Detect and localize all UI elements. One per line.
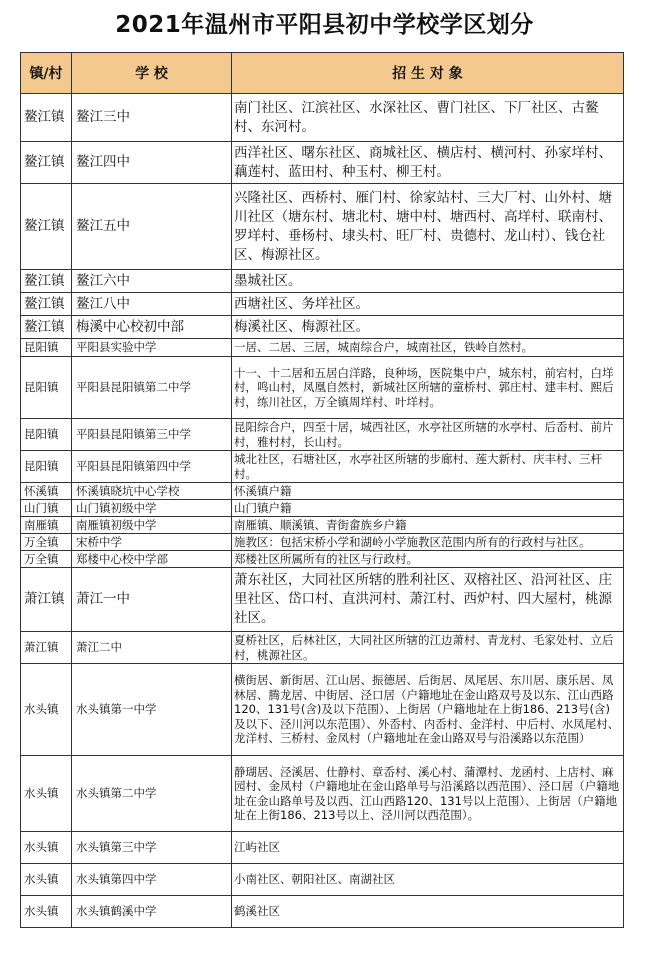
table-row [21,551,624,568]
row-town: 鳌江镇 [21,316,72,339]
table-row [21,419,624,451]
row-target: 横街居、新街居、江山居、振德居、后街居、凤尾居、东川居、康乐居、凤林居、腾龙居、中街居、泾口居（户籍地址在金山路双号及以东、江山西路120、131号(含)及以下范围）、上街居（户籍地址在上街186、213号(含)及以下、泾川河以东范围）、外岙村、内岙村、金洋村、中后村、水凤尾村、龙洋村、三桥村、金凤村（户籍地址在金山路双号与沿溪路以东范围） [232,664,624,756]
row-school: 山门镇初级中学 [72,500,232,517]
row-target: 怀溪镇户籍 [232,483,624,500]
row-target: 昆阳综合户，四至十居，城西社区，水亭社区所辖的水亭村、后岙村、前片村，雅村村，长山村。 [232,419,624,451]
row-school: 鳌江六中 [72,270,232,293]
row-target: 一居、二居、三居，城南综合户，城南社区，铁岭自然村。 [232,339,624,357]
table-row [21,664,624,756]
table-row [21,339,624,357]
row-target: 十一、十二居和五居白洋路，良种场，医院集中户，城东村，前宕村，白垟村，鸣山村，凤凰自然村，新城社区所辖的童桥村、郭庄村、建丰村、熙后村，练川社区，万全镇周垟村、叶垟村。 [232,357,624,419]
row-school: 南雁镇初级中学 [72,517,232,534]
row-target: 静瑚居、泾溪居、仕静村、章岙村、溪心村、蒲潭村、龙函村、上店村、麻园村、金凤村（户籍地址在金山路单号与沿溪路以西范围）、泾口居（户籍地址在金山路单号及以西、江山西路120、131号以上范围）、上街居（户籍地址在上街186、213号以上、泾川河以西范围）。 [232,756,624,832]
row-school: 宋桥中学 [72,534,232,551]
row-target: 郑楼社区所属所有的社区与行政村。 [232,551,624,568]
row-town: 水头镇 [21,896,72,928]
row-town: 南雁镇 [21,517,72,534]
row-town: 萧江镇 [21,632,72,664]
table-row [21,316,624,339]
row-town: 萧江镇 [21,568,72,632]
row-target: 鹤溪社区 [232,896,624,928]
row-target: 夏桥社区，后林社区，大同社区所辖的江边萧村、青龙村、毛家处村、立后村，桃源社区。 [232,632,624,664]
row-school: 鳌江四中 [72,142,232,184]
table-row [21,357,624,419]
row-town: 昆阳镇 [21,339,72,357]
row-school: 怀溪镇晓坑中心学校 [72,483,232,500]
row-target: 西塘社区、务垟社区。 [232,293,624,316]
row-school: 平阳县昆阳镇第三中学 [72,419,232,451]
row-town: 水头镇 [21,864,72,896]
row-town: 鳌江镇 [21,184,72,270]
row-target: 南雁镇、顺溪镇、青街畲族乡户籍 [232,517,624,534]
header-target: 招 生 对 象 [232,53,624,94]
row-town: 水头镇 [21,832,72,864]
header-town: 镇/村 [21,53,72,94]
row-school: 梅溪中心校初中部 [72,316,232,339]
school-district-table [20,52,624,928]
row-target: 兴隆社区、西桥村、雁门村、徐家站村、三大厂村、山外村、塘川社区（塘东村、塘北村、塘中村、塘西村、高垟村、联南村、罗垟村、垂杨村、埭头村、旺厂村、贵德村、龙山村）、钱仓社区、梅源社区。 [232,184,624,270]
table-row [21,568,624,632]
row-target: 西洋社区、曙东社区、商城社区、横店村、横河村、孙家垟村、藕莲村、蓝田村、种玉村、柳王村。 [232,142,624,184]
table-row [21,517,624,534]
row-town: 山门镇 [21,500,72,517]
table-row [21,451,624,483]
row-town: 鳌江镇 [21,270,72,293]
row-school: 鳌江三中 [72,94,232,142]
row-town: 怀溪镇 [21,483,72,500]
row-school: 水头镇鹤溪中学 [72,896,232,928]
table-row [21,293,624,316]
row-town: 昆阳镇 [21,451,72,483]
table-row [21,632,624,664]
table-row [21,94,624,142]
row-school: 平阳县实验中学 [72,339,232,357]
row-town: 万全镇 [21,534,72,551]
row-town: 万全镇 [21,551,72,568]
table-row [21,500,624,517]
row-school: 鳌江八中 [72,293,232,316]
row-town: 鳌江镇 [21,142,72,184]
row-target: 小南社区、朝阳社区、南湖社区 [232,864,624,896]
row-target: 山门镇户籍 [232,500,624,517]
table-row [21,483,624,500]
row-target: 南门社区、江滨社区、水深社区、曹门社区、下厂社区、古鳌村、东河村。 [232,94,624,142]
row-target: 江屿社区 [232,832,624,864]
row-school: 郑楼中心校中学部 [72,551,232,568]
row-school: 水头镇第一中学 [72,664,232,756]
row-town: 鳌江镇 [21,293,72,316]
row-town: 昆阳镇 [21,419,72,451]
row-school: 萧江一中 [72,568,232,632]
row-target: 墨城社区。 [232,270,624,293]
row-town: 昆阳镇 [21,357,72,419]
table-header-row [21,53,624,94]
table-row [21,142,624,184]
row-target: 施教区：包括宋桥小学和湖岭小学施教区范围内所有的行政村与社区。 [232,534,624,551]
row-school: 鳌江五中 [72,184,232,270]
row-target: 梅溪社区、梅源社区。 [232,316,624,339]
page-title: 2021年温州市平阳县初中学校学区划分 [115,12,534,38]
table-row [21,534,624,551]
table-row [21,864,624,896]
table-row [21,896,624,928]
row-town: 水头镇 [21,664,72,756]
row-school: 萧江二中 [72,632,232,664]
row-target: 萧东社区，大同社区所辖的胜利社区、双榕社区、沿河社区、庄里社区、岱口村、直洪河村、萧江村、西炉村、四大屋村，桃源社区。 [232,568,624,632]
row-school: 水头镇第四中学 [72,864,232,896]
row-town: 鳌江镇 [21,94,72,142]
row-school: 水头镇第三中学 [72,832,232,864]
row-target: 城北社区，石塘社区，水亭社区所辖的步廊村、莲大新村、庆丰村、三杆村。 [232,451,624,483]
table-row [21,184,624,270]
table-row [21,756,624,832]
row-school: 平阳县昆阳镇第四中学 [72,451,232,483]
row-school: 平阳县昆阳镇第二中学 [72,357,232,419]
row-school: 水头镇第二中学 [72,756,232,832]
table-row [21,270,624,293]
row-town: 水头镇 [21,756,72,832]
table-row [21,832,624,864]
header-school: 学 校 [72,53,232,94]
